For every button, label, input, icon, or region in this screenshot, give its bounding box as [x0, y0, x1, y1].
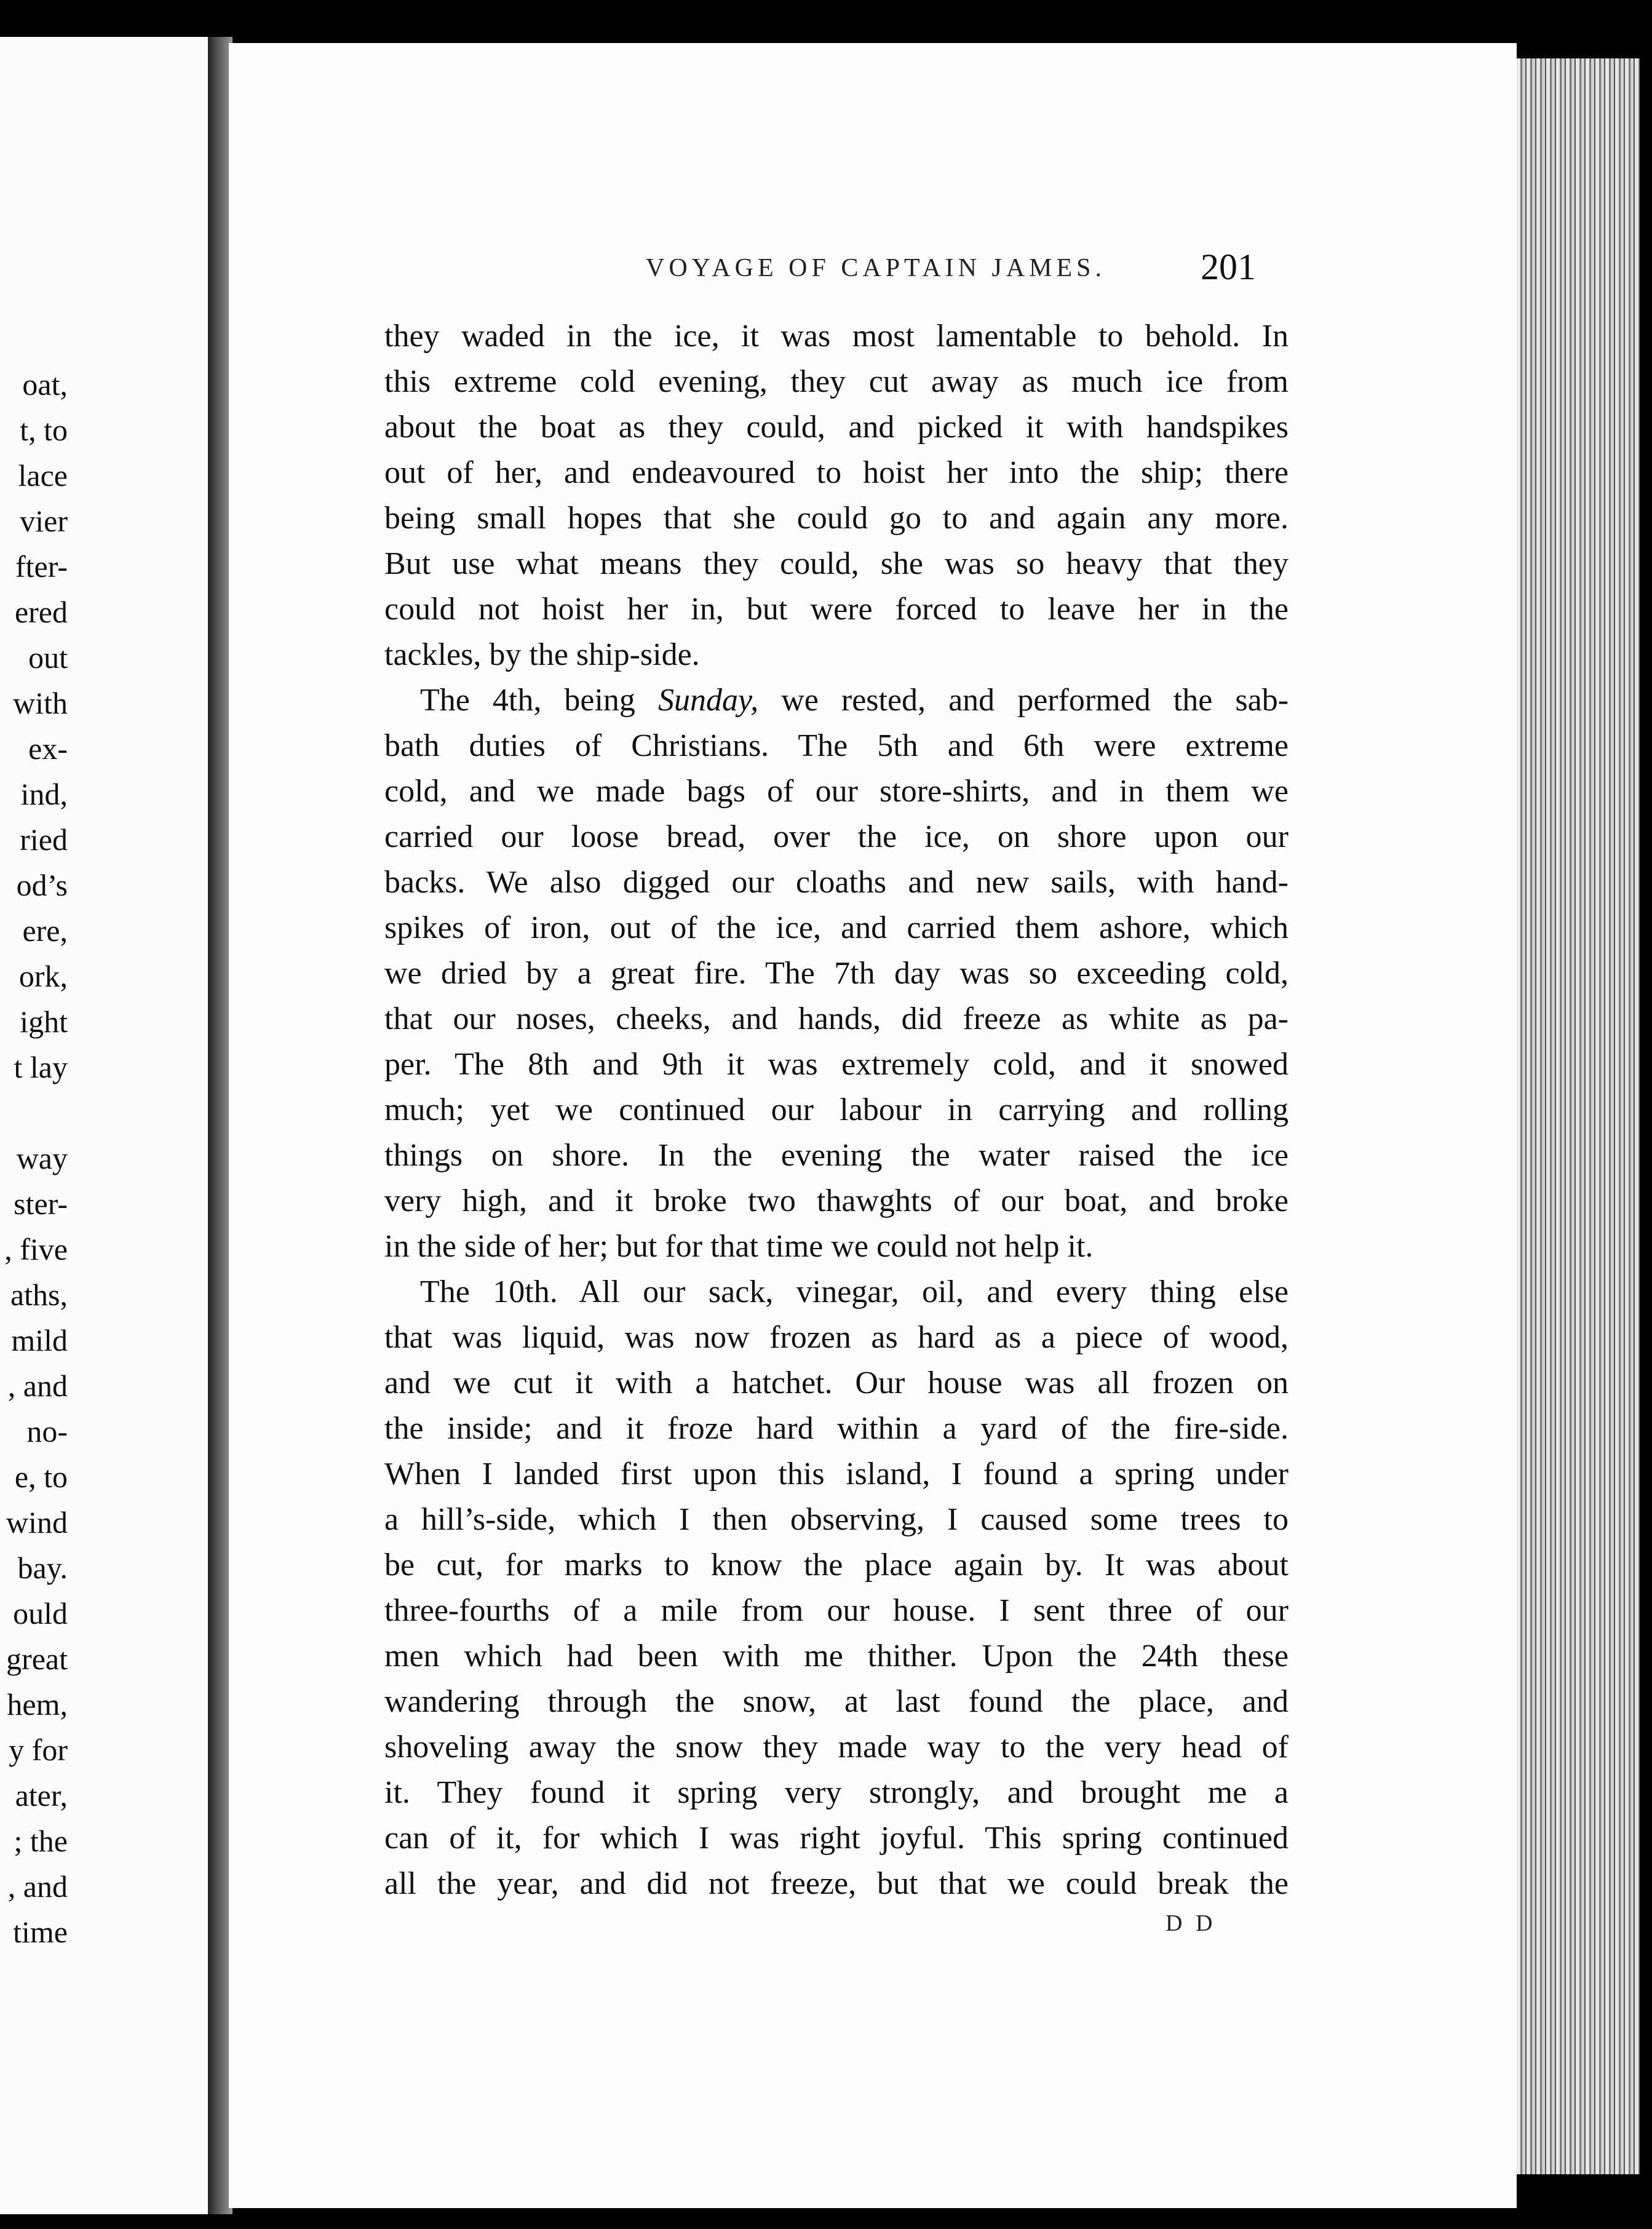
page-number: 201: [1201, 247, 1256, 287]
left-fragment: with: [13, 686, 68, 720]
text-line: being small hopes that she could go to and again any more.: [384, 501, 1289, 536]
left-fragment: ex-: [28, 731, 68, 766]
text-line: wandering through the snow, at last found the place, and: [384, 1684, 1289, 1719]
left-fragment: vier: [20, 504, 68, 538]
left-fragment: ried: [20, 822, 68, 857]
left-fragment: ere,: [22, 913, 68, 948]
text-line: [384, 678, 1289, 723]
left-fragment: hem,: [7, 1687, 68, 1722]
body-text: [384, 314, 1289, 1907]
left-fragment: ster-: [14, 1186, 68, 1221]
left-fragment: , and: [7, 1869, 68, 1904]
left-fragment: ind,: [20, 777, 68, 811]
left-fragment: ould: [13, 1596, 68, 1631]
text-line: spikes of iron, out of the ice, and carried them ashore, which: [384, 910, 1289, 945]
left-fragment: fter-: [15, 549, 68, 584]
text-line: this extreme cold evening, they cut away as much ice from: [384, 364, 1289, 399]
left-fragment: , five: [4, 1232, 68, 1266]
left-fragment: aths,: [10, 1277, 68, 1312]
text-line: that was liquid, was now frozen as hard as a piece of wood,: [384, 1320, 1289, 1355]
signature-mark: D D: [1166, 1910, 1217, 1936]
text-line: tackles, by the ship-side.: [384, 637, 700, 672]
left-fragment: ater,: [15, 1778, 68, 1813]
text-line: we dried by a great fire. The 7th day was so exceeding cold,: [384, 956, 1289, 991]
text-line: out of her, and endeavoured to hoist her into the ship; there: [384, 455, 1289, 490]
left-fragment: ; the: [14, 1824, 68, 1858]
text-line: it. They found it spring very strongly, and brought me a: [384, 1775, 1289, 1810]
running-head: VOYAGE OF CAPTAIN JAMES.: [646, 254, 1106, 282]
text-line: much; yet we continued our labour in carrying and rolling: [384, 1092, 1289, 1127]
text-line: cold, and we made bags of our store-shirts, and in them we: [384, 774, 1289, 809]
left-fragment: time: [13, 1915, 68, 1949]
page-edges: [1517, 58, 1640, 2174]
left-fragment: great: [6, 1642, 68, 1676]
text-line: in the side of her; but for that time we could not help it.: [384, 1229, 1094, 1264]
left-fragment: t, to: [20, 413, 68, 447]
text-segment: we rested, and performed the sab-: [781, 683, 1289, 718]
left-fragment: wind: [6, 1505, 68, 1540]
text-line: that our noses, cheeks, and hands, did freeze as white as pa-: [384, 1001, 1289, 1036]
left-fragment: bay.: [17, 1551, 68, 1585]
left-fragment: t lay: [14, 1050, 68, 1084]
text-line: the inside; and it froze hard within a yard of the fire-side.: [384, 1411, 1289, 1446]
left-fragment: out: [28, 640, 68, 675]
text-line: they waded in the ice, it was most lamentable to behold. In: [384, 319, 1289, 354]
text-line: things on shore. In the evening the water raised the ice: [384, 1138, 1289, 1173]
text-line: backs. We also digged our cloaths and new sails, with hand-: [384, 865, 1289, 900]
left-fragment: mild: [11, 1323, 68, 1357]
left-fragment: , and: [7, 1369, 68, 1403]
left-fragment: e, to: [14, 1460, 68, 1494]
left-fragment: way: [16, 1141, 68, 1175]
text-line: But use what means they could, she was so heavy that they: [384, 546, 1289, 581]
previous-page-fragment: [0, 37, 208, 2214]
text-line: bath duties of Christians. The 5th and 6th were extreme: [384, 728, 1289, 763]
left-fragment: oat,: [22, 367, 68, 402]
text-line: and we cut it with a hatchet. Our house was all frozen on: [384, 1365, 1289, 1401]
left-fragment: no-: [26, 1414, 68, 1448]
left-fragment: ork,: [18, 959, 68, 993]
left-fragment: y for: [9, 1733, 68, 1767]
italic-word: Sunday,: [657, 683, 759, 718]
left-fragment: od’s: [16, 868, 68, 902]
text-line: all the year, and did not freeze, but that we could break the: [384, 1866, 1289, 1901]
text-line: shoveling away the snow they made way to the very head of: [384, 1730, 1289, 1765]
text-line: be cut, for marks to know the place again by. It was about: [384, 1548, 1289, 1583]
left-fragment: ight: [20, 1004, 68, 1039]
text-line: a hill’s-side, which I then observing, I caused some trees to: [384, 1502, 1289, 1537]
left-fragment: ered: [14, 595, 68, 629]
text-line: carried our loose bread, over the ice, on shore upon our: [384, 819, 1289, 854]
text-line: very high, and it broke two thawghts of our boat, and broke: [384, 1183, 1289, 1218]
text-segment: The 4th, being: [420, 683, 635, 718]
text-line: about the boat as they could, and picked it with handspikes: [384, 410, 1289, 445]
text-line: can of it, for which I was right joyful. This spring continued: [384, 1821, 1289, 1856]
text-line: men which had been with me thither. Upon the 24th these: [384, 1639, 1289, 1674]
text-line: When I landed first upon this island, I found a spring under: [384, 1456, 1289, 1492]
text-line: per. The 8th and 9th it was extremely cold, and it snowed: [384, 1047, 1289, 1082]
text-line: The 10th. All our sack, vinegar, oil, and every thing else: [420, 1274, 1289, 1309]
left-fragment: lace: [18, 458, 68, 493]
text-line: could not hoist her in, but were forced to leave her in the: [384, 592, 1289, 627]
text-line: three-fourths of a mile from our house. I sent three of our: [384, 1593, 1289, 1628]
